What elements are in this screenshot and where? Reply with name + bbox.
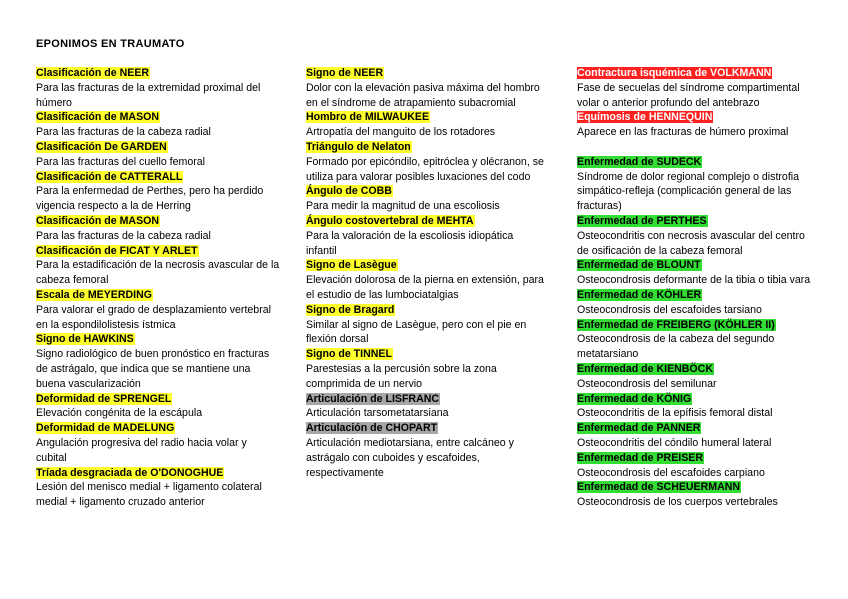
eponym-term <box>306 303 546 318</box>
eponym-entry <box>306 66 546 110</box>
eponym-term-label: Escala de MEYERDING <box>36 288 152 301</box>
eponym-entry <box>577 288 817 318</box>
eponym-description: Formado por epicóndilo, epitróclea y olécranon, se utiliza para valorar posibles luxaciones del codo <box>306 155 544 183</box>
eponym-description: Osteocondritis con necrosis avascular del centro de osificación de la cabeza femoral <box>577 229 805 257</box>
eponym-term <box>36 421 280 436</box>
eponym-entry <box>36 288 280 332</box>
eponym-term-label: Enfermedad de KÖNIG <box>577 392 692 405</box>
eponym-term <box>36 66 280 81</box>
spacer <box>577 140 817 155</box>
eponym-description: Para la valoración de la escoliosis idiopática infantil <box>306 229 514 257</box>
eponym-term-label: Enfermedad de SCHEUERMANN <box>577 481 741 494</box>
eponym-term <box>577 318 817 333</box>
eponym-entry <box>36 140 280 170</box>
eponym-term-label: Clasificación de MASON <box>36 111 160 124</box>
eponym-description: Articulación tarsometatarsiana <box>306 407 449 420</box>
eponym-description: Para la enfermedad de Perthes, pero ha perdido vigencia respecto a la de Herring <box>36 185 264 213</box>
eponym-term-label: Deformidad de SPRENGEL <box>36 392 172 405</box>
eponym-entry <box>577 451 817 481</box>
eponym-entry <box>306 214 546 258</box>
eponym-description: Para las fracturas de la extremidad proximal del húmero <box>36 81 261 109</box>
eponym-entry <box>577 214 817 258</box>
eponym-entry <box>306 392 546 422</box>
eponym-term-label: Enfermedad de SUDECK <box>577 155 702 168</box>
eponym-entry <box>577 66 817 110</box>
eponym-entry <box>577 110 817 140</box>
eponym-description: Síndrome de dolor regional complejo o distrofia simpático-refleja (complicación general de las fracturas) <box>577 170 800 213</box>
eponym-entry <box>306 347 546 391</box>
eponym-entry <box>577 480 817 510</box>
eponym-term <box>577 288 817 303</box>
eponym-term-label: Deformidad de MADELUNG <box>36 422 175 435</box>
eponym-term <box>577 258 817 273</box>
eponym-term-label: Enfermedad de KÖHLER <box>577 288 702 301</box>
eponym-term-label: Signo de TINNEL <box>306 348 392 361</box>
eponym-term-label: Tríada desgraciada de O'DONOGHUE <box>36 466 224 479</box>
eponym-description: Osteocondrosis deformante de la tibia o tibia vara <box>577 274 811 287</box>
eponym-term <box>36 332 280 347</box>
eponym-description: Osteocondrosis del escafoides carpiano <box>577 466 765 479</box>
eponym-term-label: Triángulo de Nelaton <box>306 140 411 153</box>
eponym-description: Para las fracturas de la cabeza radial <box>36 126 211 139</box>
eponym-term <box>577 155 817 170</box>
column-1 <box>36 66 280 510</box>
eponym-entry <box>306 303 546 347</box>
eponym-term-label: Enfermedad de PERTHES <box>577 214 707 227</box>
eponym-term <box>306 110 546 125</box>
eponym-term-label: Ángulo de COBB <box>306 185 392 198</box>
eponym-term <box>36 170 280 185</box>
eponym-entry <box>36 392 280 422</box>
eponym-term-label: Enfermedad de KIENBÖCK <box>577 362 713 375</box>
eponym-description: Elevación dolorosa de la pierna en extensión, para el estudio de las lumbociatalgias <box>306 274 544 301</box>
eponym-term <box>306 258 546 273</box>
eponym-description: Similar al signo de Lasègue, pero con el pie en flexión dorsal <box>306 318 527 346</box>
eponym-entry <box>577 155 817 214</box>
eponym-term-label: Articulación de CHOPART <box>306 422 438 435</box>
eponym-entry <box>36 466 280 510</box>
eponym-term-label: Hombro de MILWAUKEE <box>306 111 430 124</box>
eponym-description: Para las fracturas del cuello femoral <box>36 155 205 168</box>
eponym-term-label: Enfermedad de PREISER <box>577 451 703 464</box>
eponym-description: Elevación congénita de la escápula <box>36 407 203 420</box>
eponym-term-label: Signo de Lasègue <box>306 259 397 272</box>
eponym-entry <box>36 244 280 288</box>
eponym-term-label: Enfermedad de FREIBERG (KÖHLER II) <box>577 318 775 331</box>
eponym-description: Osteocondrosis de los cuerpos vertebrales <box>577 496 778 509</box>
eponym-entry <box>36 170 280 214</box>
eponym-description: Para la estadificación de la necrosis avascular de la cabeza femoral <box>36 259 280 287</box>
eponym-term <box>36 214 280 229</box>
eponym-entry <box>306 421 546 480</box>
eponym-term <box>577 421 817 436</box>
eponym-description: Osteocondrosis del semilunar <box>577 377 717 390</box>
eponym-description: Aparece en las fracturas de húmero proximal <box>577 126 789 139</box>
eponym-term <box>577 214 817 229</box>
eponym-description: Artropatía del manguito de los rotadores <box>306 126 496 139</box>
eponym-term-label: Signo de HAWKINS <box>36 333 134 346</box>
eponym-description: Osteocondritis de la epífisis femoral distal <box>577 407 773 420</box>
eponym-term <box>577 66 817 81</box>
eponym-description: Angulación progresiva del radio hacia volar y cubital <box>36 436 247 464</box>
eponym-term <box>306 421 546 436</box>
eponym-term <box>577 110 817 125</box>
eponym-term-label: Clasificación de NEER <box>36 67 150 79</box>
eponym-entry <box>577 318 817 362</box>
eponym-term-label: Ángulo costovertebral de MEHTA <box>306 214 474 227</box>
eponym-term <box>36 288 280 303</box>
eponym-term <box>577 480 817 495</box>
eponym-description: Parestesias a la percusión sobre la zona comprimida de un nervio <box>306 362 497 390</box>
eponym-description: Lesión del menisco medial + ligamento colateral medial + ligamento cruzado anterior <box>36 481 262 509</box>
eponym-term <box>306 214 546 229</box>
eponym-term-label: Signo de Bragard <box>306 303 395 316</box>
eponym-term <box>577 392 817 407</box>
eponym-term-label: Clasificación de MASON <box>36 214 160 227</box>
eponym-term-label: Enfermedad de PANNER <box>577 422 701 435</box>
eponym-description: Osteocondritis del cóndilo humeral lateral <box>577 436 772 449</box>
column-2 <box>306 66 546 480</box>
eponym-entry <box>36 421 280 465</box>
eponym-entry <box>36 332 280 391</box>
eponym-term <box>36 110 280 125</box>
eponym-term <box>306 347 546 362</box>
eponym-term <box>577 451 817 466</box>
eponym-term-label: Signo de NEER <box>306 67 384 79</box>
eponym-term <box>36 140 280 155</box>
eponym-term <box>36 466 280 481</box>
eponym-term-label: Articulación de LISFRANC <box>306 392 440 405</box>
eponym-entry <box>306 140 546 184</box>
eponym-entry <box>577 421 817 451</box>
eponym-entry <box>36 110 280 140</box>
eponym-entry <box>577 362 817 392</box>
eponym-description: Para las fracturas de la cabeza radial <box>36 229 211 242</box>
eponym-entry <box>577 258 817 288</box>
eponym-term <box>306 392 546 407</box>
eponym-term <box>36 244 280 259</box>
eponym-term-label: Clasificación de CATTERALL <box>36 170 183 183</box>
eponym-entry <box>36 214 280 244</box>
eponym-term-label: Equímosis de HENNEQUIN <box>577 111 713 124</box>
eponym-description: Para valorar el grado de desplazamiento vertebral en la espondilolistesis ístmica <box>36 303 271 331</box>
eponym-description: Fase de secuelas del síndrome compartimental volar o anterior profundo del antebrazo <box>577 81 800 109</box>
eponym-term-label: Clasificación De GARDEN <box>36 140 167 153</box>
eponym-description: Para medir la magnitud de una escoliosis <box>306 200 500 213</box>
eponym-entry <box>306 184 546 214</box>
eponym-term <box>577 362 817 377</box>
page-title: EPONIMOS EN TRAUMATO <box>36 38 185 50</box>
eponym-entry <box>577 392 817 422</box>
eponym-description: Signo radiológico de buen pronóstico en fracturas de astrágalo, que indica que se mantiene una buena vascularización <box>36 348 270 390</box>
eponym-term-label: Clasificación de FICAT Y ARLET <box>36 244 198 257</box>
eponym-description: Articulación mediotarsiana, entre calcáneo y astrágalo con cuboides y escafoides, respectivamente <box>306 436 514 479</box>
eponym-term <box>306 184 546 199</box>
eponym-description: Osteocondrosis de la cabeza del segundo metatarsiano <box>577 333 775 361</box>
eponym-term-label: Contractura isquémica de VOLKMANN <box>577 67 772 79</box>
eponym-term-label: Enfermedad de BLOUNT <box>577 259 701 272</box>
eponym-entry <box>36 66 280 110</box>
eponym-entry <box>306 258 546 302</box>
eponym-term <box>36 392 280 407</box>
eponym-description: Osteocondrosis del escafoides tarsiano <box>577 303 762 316</box>
eponym-entry <box>306 110 546 140</box>
eponym-description: Dolor con la elevación pasiva máxima del hombro en el síndrome de atrapamiento subacromial <box>306 81 540 109</box>
column-3 <box>577 66 817 510</box>
eponym-term <box>306 140 546 155</box>
eponym-term <box>306 66 546 81</box>
